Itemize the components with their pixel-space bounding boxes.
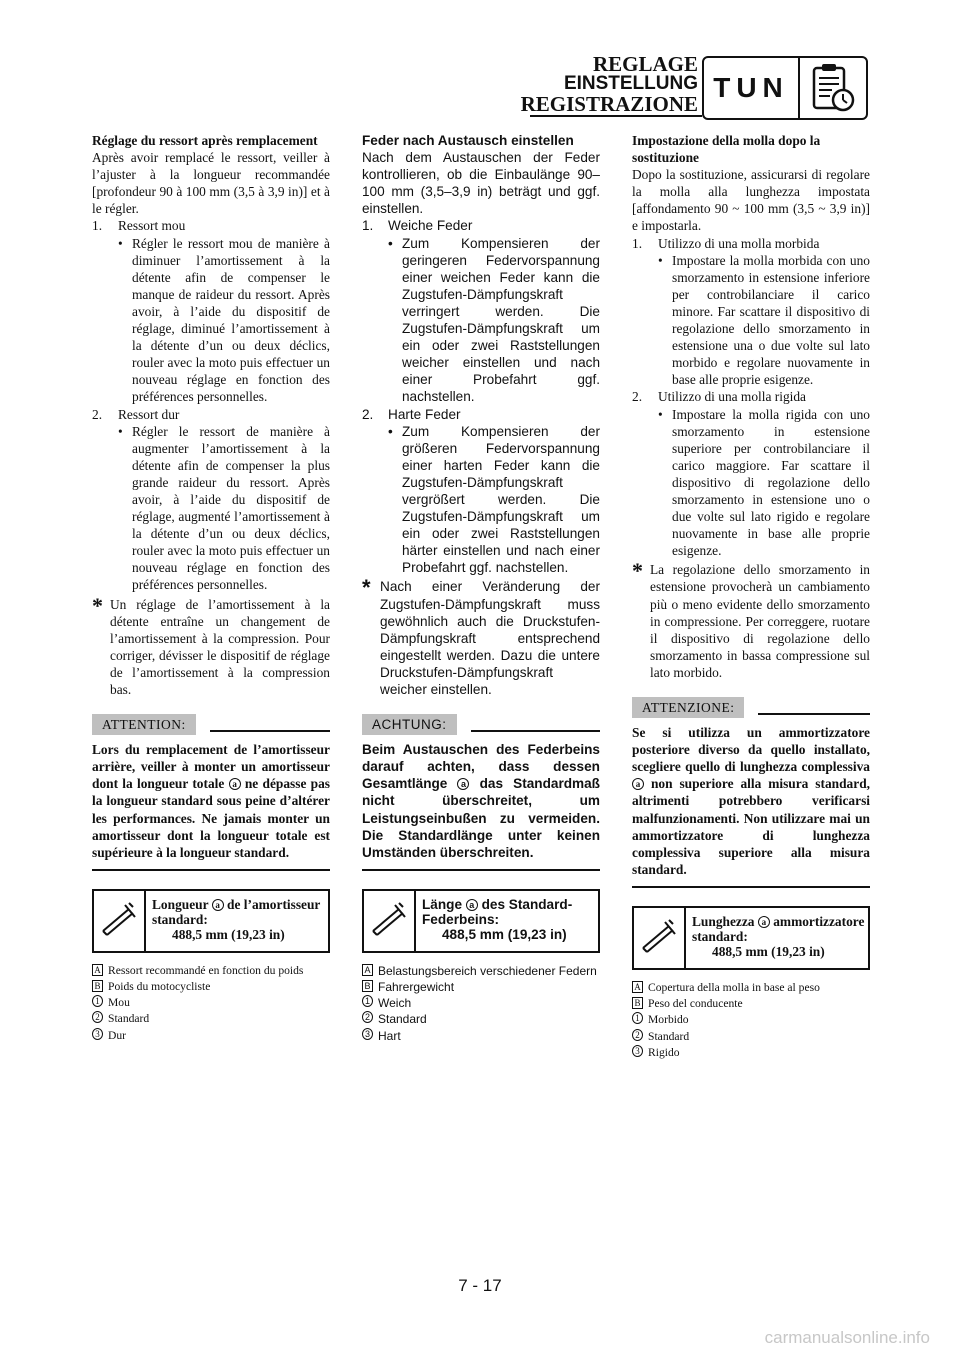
legend-item: B Fahrergewicht xyxy=(362,979,600,995)
caution-label: ACHTUNG: xyxy=(362,714,457,735)
bullet-icon: • xyxy=(118,235,123,251)
column-german xyxy=(362,132,600,1044)
caution-label: ATTENTION: xyxy=(92,714,196,735)
wrench-icon xyxy=(634,908,686,968)
legend-item: 3 Rigido xyxy=(632,1045,870,1061)
section-code: TUN xyxy=(704,58,800,118)
note-block: * Nach einer Veränderung der Zugstufen-Dämpfungskraft muss gewöhnlich auch die Druckstufen-Dämpfungskraft entsprechend eingestellt werden. Dazu die untere Druckstufen-Dämpfungskraft weicher einstellen. xyxy=(362,575,600,697)
note-asterisk-icon: * xyxy=(92,592,103,618)
legend-item: 2 Standard xyxy=(362,1011,600,1027)
bullet-icon: • xyxy=(658,406,663,422)
list-item-label: Utilizzo di una molla morbida xyxy=(658,235,820,251)
list-item-label: Weiche Feder xyxy=(388,218,473,234)
legend-item: B Peso del conducente xyxy=(632,996,870,1012)
caution-label: ATTENZIONE: xyxy=(632,697,744,718)
bullet-item: • Impostare la molla rigida con uno smorzamento in estensione superiore per controbilanciare il carico maggiore. Far scattare il dispositivo di regolazione dello smorzamento in estensione uno o due volte sul lato rigido e regolare nuovamente in base alle proprie esigenze. xyxy=(658,406,870,559)
list-item: 1. Utilizzo di una molla morbida xyxy=(632,235,820,251)
bullet-item: • Zum Kompensieren der größeren Federvorspannung einer harten Feder kann die Zugstufen-Dämpfungskraft vergrößert werden. Die Zugstufen-Dämpfungskraft um ein oder zwei Raststellungen härter einstellen und nach einer Probefahrt ggf. nachstellen. xyxy=(388,423,600,576)
page-header-titles xyxy=(398,54,698,114)
spec-value: 488,5 mm (19,23 in) xyxy=(172,926,285,942)
note-block: * La regolazione dello smorzamento in estensione provocherà un cambiamento più o meno evidente dello smorzamento in compressione. Per correggere, ruotare il dispositivo di regolazione dello smorzamento in bassa compressione sul lato morbido. xyxy=(632,558,870,680)
column-italian xyxy=(632,132,870,1061)
legend-list xyxy=(632,980,870,1061)
legend-item: B Poids du motocycliste xyxy=(92,979,330,995)
legend-list xyxy=(92,963,330,1044)
legend-item: A Copertura della molla in base al peso xyxy=(632,980,870,996)
note-asterisk-icon: * xyxy=(632,558,643,584)
header-title-it: REGISTRAZIONE xyxy=(520,92,698,116)
spec-text: Lunghezza a ammortizzatore standard: 488,5 mm (19,23 in) xyxy=(686,908,868,968)
legend-item: A Ressort recommandé en fonction du poids xyxy=(92,963,330,979)
ref-a-marker: a xyxy=(758,916,770,928)
header-title-fr: REGLAGE xyxy=(592,52,698,76)
list-item: 2. Ressort dur xyxy=(92,406,180,422)
bullet-icon: • xyxy=(388,423,393,439)
header-underline xyxy=(530,115,702,117)
caution-text: Se si utilizza un ammortizzatore posteriore diverso da quello installato, scegliere quello di lunghezza complessiva a non superiore alla misura standard, altrimenti potrebbero verificarsi malfunzionamenti. Non utilizzare mai un ammortizzatore di lunghezza complessiva superiore alla misura standard. xyxy=(632,724,870,888)
intro-paragraph: Nach dem Austauschen der Feder kontrollieren, ob die Einbaulänge 90–100 mm (3,5–3,9 in) beträgt und ggf. einstellen. xyxy=(362,150,600,217)
legend-item: 3 Dur xyxy=(92,1028,330,1044)
bullet-item: • Zum Kompensieren der geringeren Federvorspannung einer weichen Feder kann die Zugstufen-Dämpfungskraft verringert werden. Die Zugstufen-Dämpfungskraft um ein oder zwei Raststellungen weicher einstellen und nach einer Probefahrt ggf. nachstellen. xyxy=(388,235,600,405)
legend-item: A Belastungsbereich verschiedener Federn xyxy=(362,963,600,979)
caution-text: Beim Austauschen des Federbeins darauf achten, dass dessen Gesamtlänge a das Standardmaß nicht überschreitet, um Leistungseinbußen zu vermeiden. Die Standardlänge unter keinen Umständen überschreiten. xyxy=(362,741,600,871)
spec-text: Länge a des Standard-Federbeins: 488,5 mm (19,23 in) xyxy=(416,891,598,951)
page-number: 7 - 17 xyxy=(458,1276,502,1295)
list-item: 2. Harte Feder xyxy=(362,406,461,422)
legend-item: 1 Morbido xyxy=(632,1012,870,1028)
caution-header xyxy=(362,714,600,735)
spec-box xyxy=(632,906,870,970)
legend-item: 3 Hart xyxy=(362,1028,600,1044)
header-title-de: EINSTELLUNG xyxy=(563,73,698,94)
intro-paragraph: Après avoir remplacé le ressort, veiller à l’ajuster à la longueur recommandée [profondeur 90 à 100 mm (3,5 à 3,9 in)] et à le régler. xyxy=(92,150,330,217)
list-item-label: Ressort dur xyxy=(118,406,180,422)
section-title: Feder nach Austausch einstellen xyxy=(362,133,574,148)
legend-item: 1 Weich xyxy=(362,995,600,1011)
section-title: Réglage du ressort après remplacement xyxy=(92,133,318,148)
list-item-label: Harte Feder xyxy=(388,406,461,422)
tuning-clipboard-stopwatch-icon xyxy=(800,58,866,118)
list-item: 1. Weiche Feder xyxy=(362,218,473,234)
legend-item: 1 Mou xyxy=(92,995,330,1011)
list-item-label: Utilizzo di una molla rigida xyxy=(658,389,807,405)
spec-box xyxy=(92,889,330,953)
caution-text: Lors du remplacement de l’amortisseur arrière, veiller à monter un amortisseur dont la longueur totale a ne dépasse pas la longueur standard sous peine d’altérer les performances. Ne jamais monter un amortisseur dont la longueur totale est supérieure à la longueur standard. xyxy=(92,741,330,871)
legend-item: 2 Standard xyxy=(632,1029,870,1045)
bullet-item: • Impostare la molla morbida con uno smorzamento in estensione inferiore per controbilanciare il carico minore. Far scattare il dispositivo di regolazione dello smorzamento in estensione una o due volte sul lato morbido e regolare nuovamente in base alle proprie esigenze. xyxy=(658,252,870,388)
note-block: * Un réglage de l’amortissement à la détente entraîne un changement de l’amortissement à la compression. Pour corriger, dévisser le dispositif de réglage de l’amortissement à la compression bas. xyxy=(92,592,330,697)
bullet-icon: • xyxy=(118,423,123,439)
wrench-icon xyxy=(364,891,416,951)
section-badge xyxy=(702,56,868,120)
ref-a-marker: a xyxy=(212,899,224,911)
legend-list xyxy=(362,963,600,1044)
section-title: Impostazione della molla dopo la sostituzione xyxy=(632,133,821,166)
column-french xyxy=(92,132,330,1044)
spec-box xyxy=(362,889,600,953)
ref-a-marker: a xyxy=(466,899,478,911)
wrench-icon xyxy=(94,891,146,951)
caution-header xyxy=(92,714,330,735)
ref-a-marker: a xyxy=(457,778,469,790)
bullet-item: • Régler le ressort de manière à augmenter l’amortissement à la détente afin de compenser la plus grande raideur du ressort. Après avoir, à l’aide du dispositif de réglage, augmenté l’amortissement à la détente d’un ou deux déclics, rouler avec la moto puis effectuer un nouveau réglage en fonction des préférences personnelles. xyxy=(118,423,330,593)
note-asterisk-icon: * xyxy=(362,575,371,601)
legend-item: 2 Standard xyxy=(92,1011,330,1027)
list-item-label: Ressort mou xyxy=(118,218,186,234)
bullet-item: • Régler le ressort mou de manière à diminuer l’amortissement à la détente afin de compenser le manque de raideur du ressort. Après avoir, à l’aide du dispositif de réglage, diminué l’amortissement à la détente d’un ou deux déclics, rouler avec la moto puis effectuer un nouveau réglage en fonction des préférences personnelles. xyxy=(118,235,330,405)
caution-header xyxy=(632,697,870,718)
ref-a-marker: a xyxy=(632,778,644,790)
ref-a-marker: a xyxy=(229,778,241,790)
bullet-icon: • xyxy=(388,235,393,251)
spec-value: 488,5 mm (19,23 in) xyxy=(442,926,567,942)
spec-value: 488,5 mm (19,23 in) xyxy=(712,943,825,959)
intro-paragraph: Dopo la sostituzione, assicurarsi di regolare la molla alla lunghezza impostata [affondamento 90 ~ 100 mm (3,5 ~ 3,9 in)] e impostarla. xyxy=(632,167,870,234)
list-item: 2. Utilizzo di una molla rigida xyxy=(632,389,807,405)
spec-text: Longueur a de l’amortisseur standard: 488,5 mm (19,23 in) xyxy=(146,891,328,951)
watermark: carmanualsonline.info xyxy=(764,1328,930,1347)
bullet-icon: • xyxy=(658,252,663,268)
list-item: 1. Ressort mou xyxy=(92,218,186,234)
